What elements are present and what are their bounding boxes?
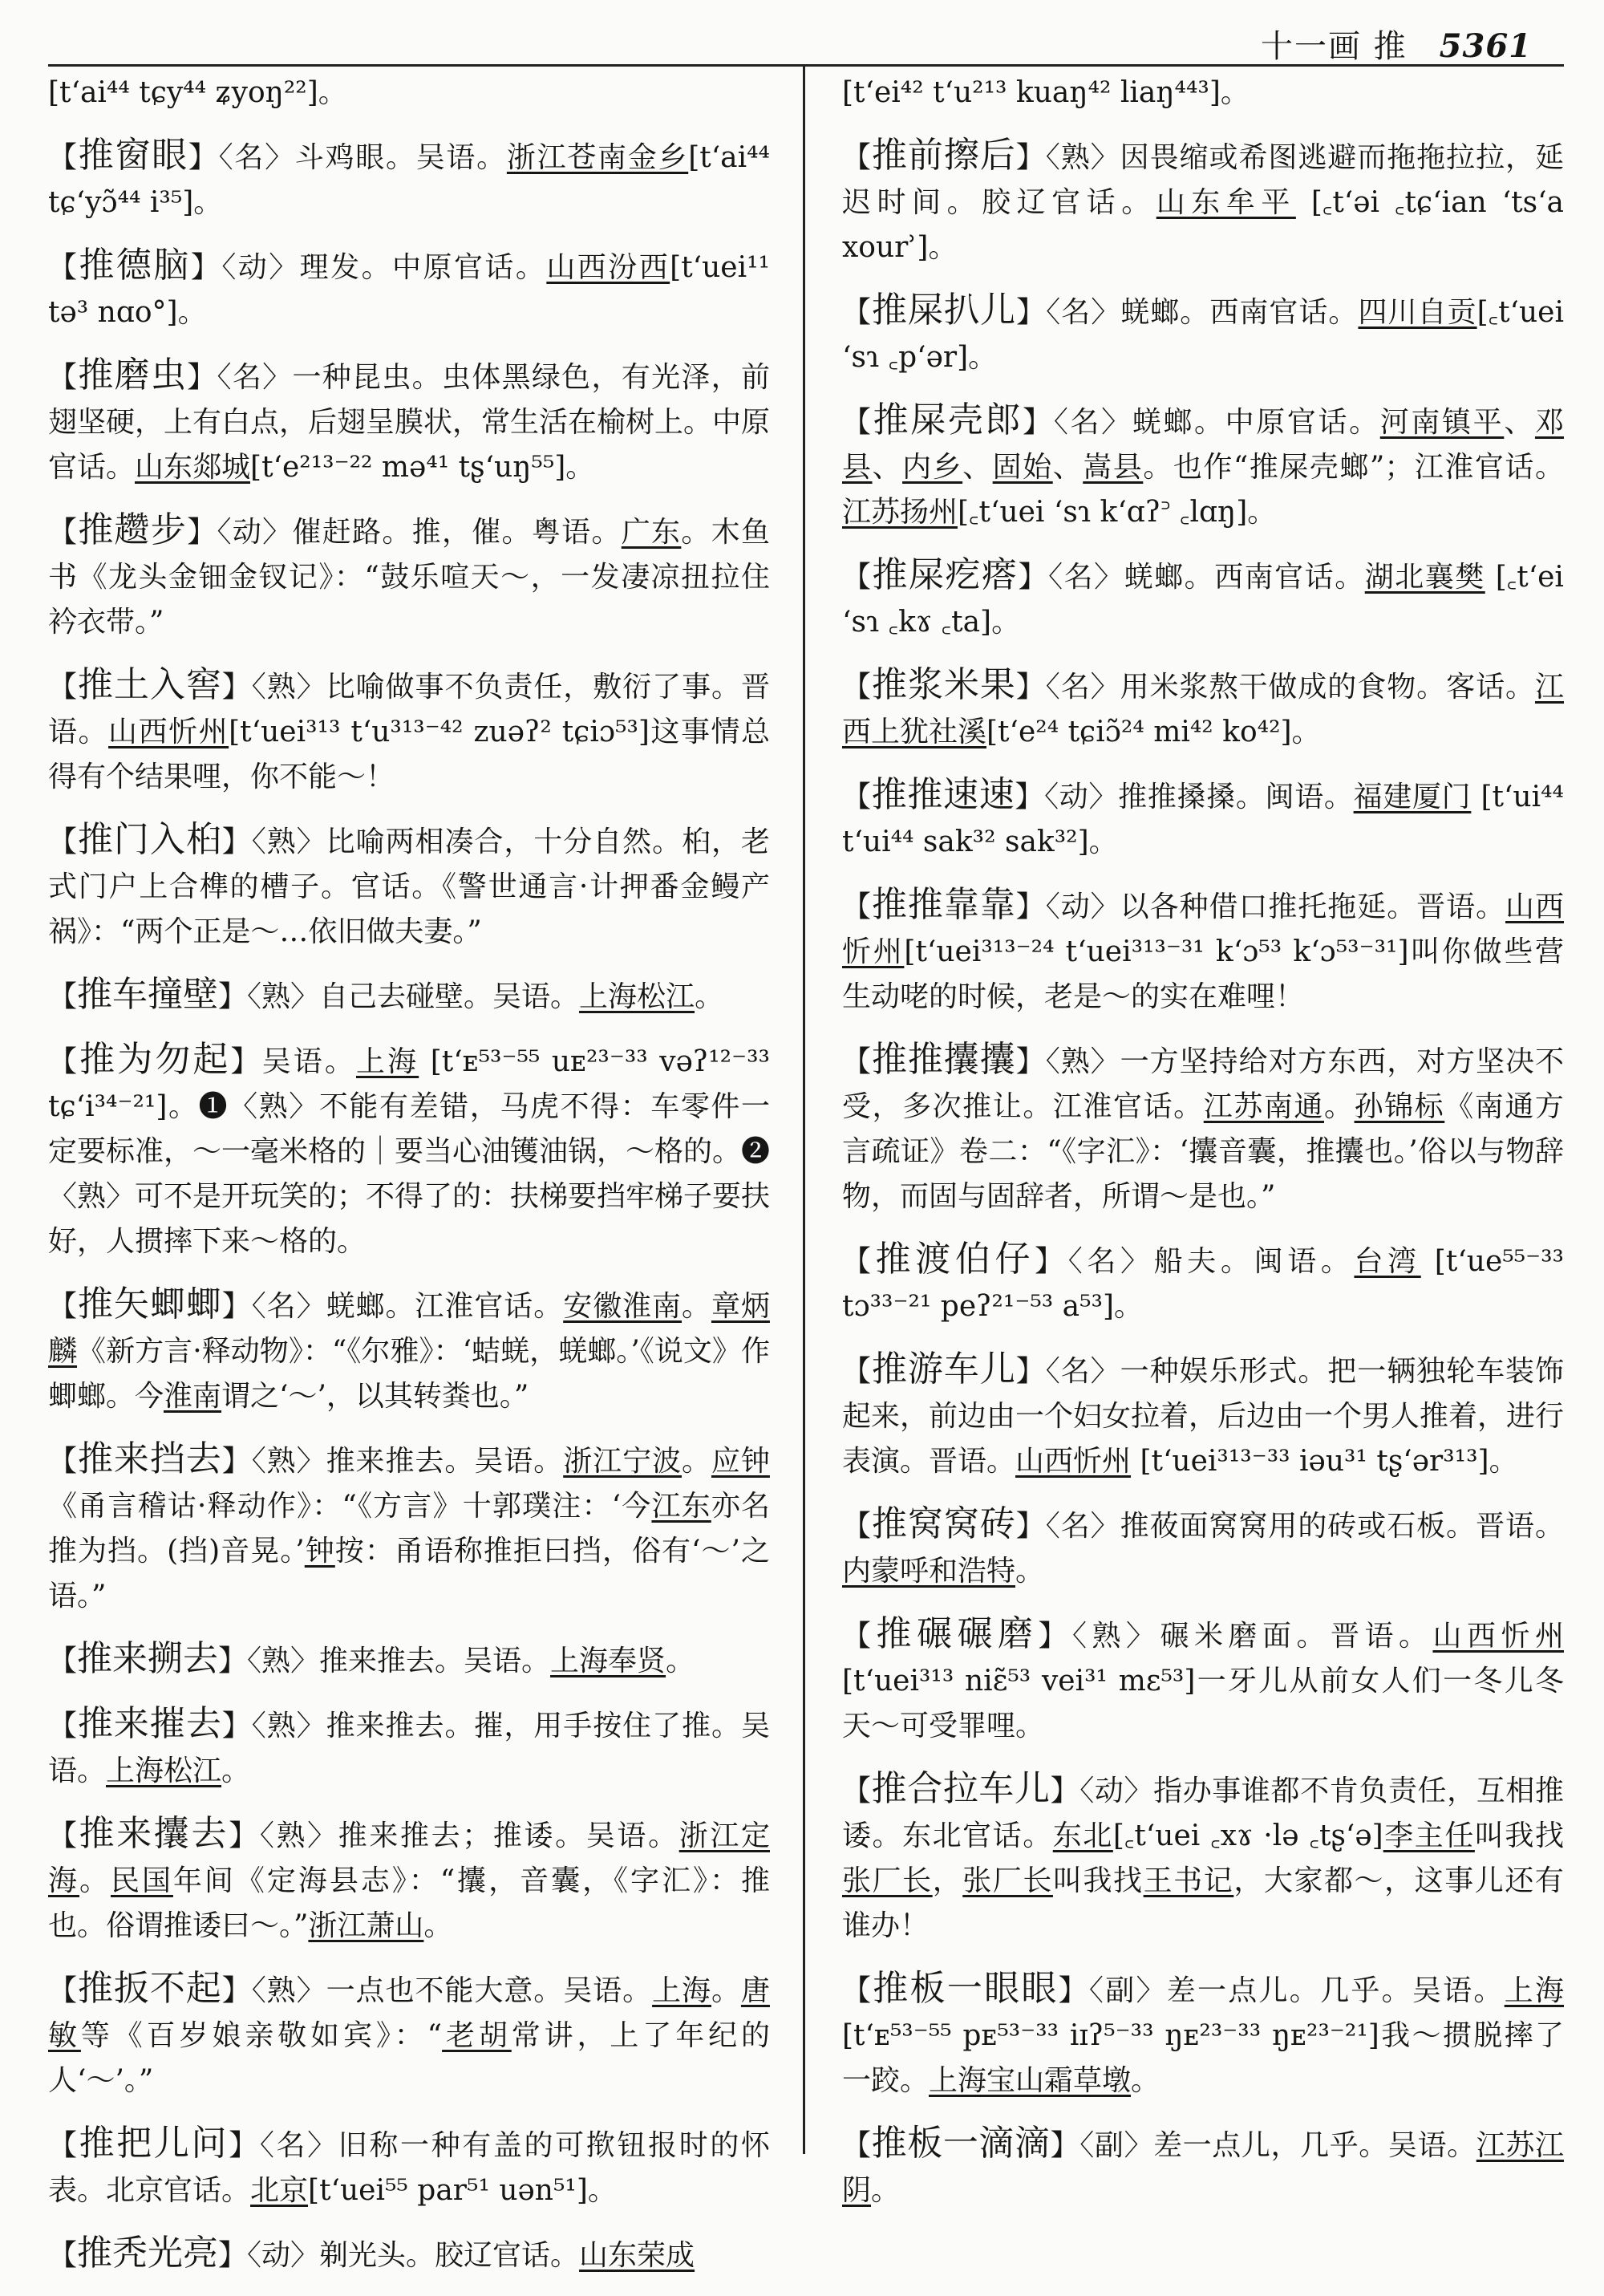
definition-text: 〈名〉一种昆虫。虫体黑绿色，有光泽，前翅坚硬，上有白点，后翅呈膜状，常生活在榆树上。中原官话。 bbox=[48, 361, 771, 484]
headword: 推把儿问 bbox=[79, 2123, 229, 2164]
definition-text: 〈名〉旧称一种有盖的可揿钮报时的怀表。北京官话。 bbox=[48, 2129, 770, 2207]
dictionary-entry: 【推来攮去】〈熟〉推来推去；推诿。吴语。浙江定海。民国年间《定海县志》：“攮，音囊，《字汇》：推也。俗谓推诿曰～。”浙江萧山。 bbox=[48, 1813, 770, 1942]
headword: 推板一眼眼 bbox=[873, 1968, 1059, 2009]
definition-text: 、 bbox=[1052, 451, 1084, 484]
headword: 推屎扒儿 bbox=[872, 290, 1017, 331]
place-name: 上海奉贤 bbox=[550, 1645, 666, 1677]
continuation-text: [tʻei⁴² tʻu²¹³ kuaŋ⁴² liaŋ⁴⁴³]。 bbox=[842, 76, 1250, 109]
headword: 推前擦后 bbox=[871, 135, 1016, 176]
dictionary-entry: 【推来摧去】〈熟〉推来推去。摧，用手按住了推。吴语。上海松江。 bbox=[48, 1703, 770, 1787]
definition-text: [tʻuei³¹³ niɛ̃⁵³ vei³¹ mɛ⁵³]一牙儿从前女人们一冬儿冬天～可受罪哩。 bbox=[842, 1665, 1564, 1742]
definition-text: 。也作“推屎壳螂”；江淮官话。 bbox=[1143, 451, 1564, 484]
place-name: 孙锦标 bbox=[1354, 1090, 1445, 1123]
definition-text: 〈名〉斗鸡眼。吴语。 bbox=[218, 141, 507, 174]
headword: 推车撞壁 bbox=[77, 974, 219, 1015]
dictionary-entry: 【推土入窖】〈熟〉比喻做事不负责任，敷衍了事。晋语。山西忻州[tʻuei³¹³ tʻu³¹³⁻⁴² zuəʔ² tɕiɔ⁵³]这事情总得有个结果哩，你不能～！ bbox=[48, 664, 770, 793]
dictionary-entry: 【推屎疙瘩】〈名〉蜣螂。西南官话。湖北襄樊 [꜀tʻei ʻsɿ ꜀kɤ ꜀ta]。 bbox=[842, 554, 1564, 639]
definition-text: [tʻuei⁵⁵ par⁵¹ uən⁵¹]。 bbox=[308, 2174, 617, 2207]
dictionary-entry: 【推窝窝砖】〈名〉推莜面窝窝用的砖或石板。晋语。内蒙呼和浩特。 bbox=[842, 1503, 1564, 1588]
definition-text: 。木鱼书《龙头金钿金钗记》：“鼓乐喧天～，一发凄凉扭拉住衿衣带。” bbox=[48, 516, 770, 639]
definition-text: 〈动〉指办事谁都不肯负责任，互相推诿。东北官话。 bbox=[842, 1775, 1564, 1852]
place-name: 钟 bbox=[304, 1535, 335, 1568]
definition-text: 〈熟〉一方坚持给对方东西，对方坚决不受，多次推让。江淮官话。 bbox=[842, 1045, 1564, 1123]
dictionary-entry: 【推合拉车儿】〈动〉指办事谁都不肯负责任，互相推诿。东北官话。东北[꜀tʻuei ꜀xɤ ·lə ꜀tʂʻə]李主任叫我找张厂长，张厂长叫我找王书记，大家都～，这事儿还有谁办！ bbox=[842, 1768, 1564, 1942]
page-header bbox=[48, 11, 1564, 65]
place-name: 上海 bbox=[1504, 1974, 1564, 2007]
headword: 推来搠去 bbox=[77, 1638, 219, 1679]
definition-text: ，大家都～，这事儿还有谁办！ bbox=[842, 1864, 1564, 1942]
headword: 推屎疙瘩 bbox=[872, 554, 1019, 595]
dictionary-entry: 【推浆米果】〈名〉用米浆熬干做成的食物。客话。江西上犹社溪[tʻe²⁴ tɕiɔ̃²⁴ mi⁴² ko⁴²]。 bbox=[842, 664, 1564, 748]
header-rule bbox=[48, 64, 1564, 67]
dictionary-entry: 【推秃光亮】〈动〉剃光头。胶辽官话。山东荣成 bbox=[48, 2233, 695, 2274]
definition-text: 《南通方言疏证》卷二：“《字汇》：‘攮音囊，推攮也。’俗以与物辞物，而固与固辞者，所谓～是也。” bbox=[842, 1090, 1564, 1213]
definition-text: 〈名〉蜣螂。江淮官话。 bbox=[251, 1290, 564, 1323]
dictionary-entry: 【推板一眼眼】〈副〉差一点儿。几乎。吴语。上海 [tʻᴇ⁵³⁻⁵⁵ pᴇ⁵³⁻³³ iɪʔ⁵⁻³³ ŋᴇ²³⁻³³ ŋᴇ²³⁻²¹]我～掼脱摔了一跤。上海宝山霜草墩。 bbox=[842, 1968, 1564, 2097]
place-name: 江苏扬州 bbox=[842, 496, 958, 529]
definition-text: 〈名〉船夫。闽语。 bbox=[1067, 1245, 1355, 1278]
definition-text: 叫我找 bbox=[1474, 1819, 1564, 1852]
dictionary-entry: 【推趱步】〈动〉催赶路。推，催。粤语。广东。木鱼书《龙头金钿金钗记》：“鼓乐喧天～，一发凄凉扭拉住衿衣带。” bbox=[48, 509, 770, 639]
definition-text: [꜀tʻuei ꜀xɤ ·lə ꜀tʂʻə] bbox=[1112, 1819, 1383, 1852]
left-column bbox=[48, 71, 770, 2296]
definition-text: 〈副〉差一点儿，几乎。吴语。 bbox=[1079, 2129, 1476, 2162]
definition-text: 。 bbox=[221, 1754, 251, 1787]
place-name: 浙江苍南金乡 bbox=[506, 141, 689, 174]
place-name: 张厂长 bbox=[842, 1864, 933, 1897]
headword: 推推靠靠 bbox=[871, 884, 1016, 925]
place-name: 上海宝山霜草墩 bbox=[929, 2064, 1132, 2097]
definition-text: 〈熟〉一点也不能大意。吴语。 bbox=[251, 1974, 653, 2007]
place-name: 王书记 bbox=[1143, 1864, 1234, 1897]
headword: 推门入桕 bbox=[77, 819, 222, 860]
place-name: 上海 bbox=[652, 1974, 711, 2007]
headword: 推来攮去 bbox=[79, 1813, 229, 1854]
headword: 推矢蝍蝍 bbox=[77, 1284, 222, 1324]
definition-text: 〈动〉推推搡搡。闽语。 bbox=[1044, 781, 1354, 813]
definition-text: [tʻuei³¹³ tʻu³¹³⁻⁴² zuəʔ² tɕiɔ⁵³]这事情总得有个结果哩，你不能～！ bbox=[48, 716, 770, 793]
place-name: 山东荣成 bbox=[579, 2239, 695, 2272]
definition-text: [tʻᴇ⁵³⁻⁵⁵ pᴇ⁵³⁻³³ iɪʔ⁵⁻³³ ŋᴇ²³⁻³³ ŋᴇ²³⁻²¹]我～掼脱摔了一跤。 bbox=[842, 2019, 1564, 2097]
headword: 推为勿起 bbox=[79, 1039, 231, 1080]
definition-text: 〈名〉蜣螂。中原官话。 bbox=[1053, 406, 1380, 439]
continuation-text: [tʻai⁴⁴ tɕy⁴⁴ ʑyoŋ²²]。 bbox=[48, 76, 347, 109]
dictionary-entry: 【推为勿起】吴语。上海 [tʻᴇ⁵³⁻⁵⁵ uᴇ²³⁻³³ vəʔ¹²⁻³³ tɕʻi³⁴⁻²¹]。❶〈熟〉不能有差错，马虎不得：车零件一定要标准，～一毫米格的｜要当心油镬油锅，～格的。❷〈熟〉可不是开玩笑的；不得了的：扶梯要挡牢梯子要扶好，人掼摔下来～格的。 bbox=[48, 1039, 771, 1258]
place-name: 江西上犹社溪 bbox=[842, 671, 1564, 748]
place-name: 上海 bbox=[355, 1045, 419, 1078]
place-name: 江苏南通 bbox=[1203, 1090, 1324, 1123]
dictionary-entry: 【推碾碾磨】〈熟〉碾米磨面。晋语。山西忻州[tʻuei³¹³ niɛ̃⁵³ vei³¹ mɛ⁵³]一牙儿从前女人们一冬儿冬天～可受罪哩。 bbox=[842, 1613, 1564, 1742]
place-name: 湖北襄樊 bbox=[1364, 561, 1485, 594]
definition-text: ， bbox=[932, 1864, 963, 1897]
definition-text: [tʻuei³¹³⁻³³ iəu³¹ tʂʻər³¹³]。 bbox=[1131, 1445, 1518, 1478]
place-name: 江东 bbox=[651, 1490, 711, 1523]
headword: 推游车儿 bbox=[871, 1349, 1016, 1389]
definition-text: 《甬言稽诂·释动作》：“《方言》十郭璞注：‘今 bbox=[48, 1490, 652, 1523]
place-name: 广东 bbox=[621, 516, 682, 549]
headword: 推屎壳郎 bbox=[873, 400, 1023, 440]
headword: 推合拉车儿 bbox=[871, 1768, 1051, 1809]
definition-text: [tʻᴇ⁵³⁻⁵⁵ uᴇ²³⁻³³ vəʔ¹²⁻³³ tɕʻi³⁴⁻²¹]。❶〈熟〉不能有差错，马虎不得：车零件一定要标准，～一毫米格的｜要当心油镬油锅，～格的。❷〈熟〉可不是开玩笑的；不得了的：扶梯要挡牢梯子要扶好，人掼摔下来～格的。 bbox=[48, 1045, 771, 1258]
dictionary-entry: 【推游车儿】〈名〉一种娱乐形式。把一辆独轮车装饰起来，前边由一个妇女拉着，后边由一个男人推着，进行表演。晋语。山西忻州 [tʻuei³¹³⁻³³ iəu³¹ tʂʻər³¹³]。 bbox=[842, 1349, 1565, 1478]
definition-text: [tʻe²⁴ tɕiɔ̃²⁴ mi⁴² ko⁴²]。 bbox=[986, 716, 1321, 748]
place-name: 唐敏 bbox=[48, 1974, 770, 2052]
definition-text: 〈名〉推莜面窝窝用的砖或石板。晋语。 bbox=[1045, 1510, 1564, 1543]
place-name: 李主任 bbox=[1383, 1819, 1475, 1852]
place-name: 内蒙呼和浩特 bbox=[842, 1555, 1016, 1588]
definition-text: 。 bbox=[79, 1864, 111, 1897]
dictionary-entry: 【推把儿问】〈名〉旧称一种有盖的可揿钮报时的怀表。北京官话。北京[tʻuei⁵⁵ par⁵¹ uən⁵¹]。 bbox=[48, 2123, 770, 2207]
definition-text: 〈名〉蜣螂。西南官话。 bbox=[1048, 561, 1365, 594]
definition-text: [tʻui⁴⁴ tʻui⁴⁴ sak³² sak³²]。 bbox=[842, 781, 1564, 858]
definition-text: 按：甬语称推拒曰挡，俗有‘～’之语。” bbox=[48, 1535, 770, 1612]
definition-text: 、 bbox=[1504, 406, 1535, 439]
place-name: 民国 bbox=[110, 1864, 173, 1897]
place-name: 山东牟平 bbox=[1156, 186, 1296, 219]
headword: 推来挡去 bbox=[77, 1438, 222, 1479]
definition-text: 〈名〉一种娱乐形式。把一辆独轮车装饰起来，前边由一个妇女拉着，后边由一个男人推着，进行表演。晋语。 bbox=[842, 1355, 1565, 1478]
definition-text: 〈熟〉推来推去；推诿。吴语。 bbox=[259, 1819, 679, 1852]
headword: 推推速速 bbox=[871, 774, 1015, 815]
definition-text: 。 bbox=[423, 1909, 453, 1942]
definition-text: 。 bbox=[695, 980, 724, 1013]
headword: 推窝窝砖 bbox=[871, 1503, 1016, 1544]
place-name: 上海松江 bbox=[579, 980, 695, 1013]
definition-text: 〈动〉催赶路。推，催。粤语。 bbox=[217, 516, 622, 549]
definition-text: [tʻe²¹³⁻²² mə⁴¹ tʂʻuŋ⁵⁵]。 bbox=[250, 451, 595, 484]
dictionary-entry: 【推推攮攮】〈熟〉一方坚持给对方东西，对方坚决不受，多次推让。江淮官话。江苏南通。孙锦标《南通方言疏证》卷二：“《字汇》：‘攮音囊，推攮也。’俗以与物辞物，而固与固辞者，所谓～是也。” bbox=[842, 1039, 1564, 1213]
dictionary-entry: 【推车撞壁】〈熟〉自己去碰壁。吴语。上海松江。 bbox=[48, 974, 724, 1015]
place-name: 东北 bbox=[1052, 1819, 1113, 1852]
definition-text: 〈熟〉推来推去。摧，用手按住了推。吴语。 bbox=[48, 1710, 770, 1787]
definition-text: 〈动〉剃光头。胶辽官话。 bbox=[247, 2239, 580, 2272]
page-number: 5361 bbox=[1439, 27, 1532, 65]
headword: 推扳不起 bbox=[77, 1968, 222, 2009]
definition-text: 谓之‘～’，以其转粪也。” bbox=[221, 1380, 529, 1413]
dictionary-entry: 【推磨虫】〈名〉一种昆虫。虫体黑绿色，有光泽，前翅坚硬，上有白点，后翅呈膜状，常生活在榆树上。中原官话。山东郯城[tʻe²¹³⁻²² mə⁴¹ tʂʻuŋ⁵⁵]。 bbox=[48, 355, 771, 484]
place-name: 淮南 bbox=[164, 1380, 222, 1413]
dictionary-entry: 【推屎壳郎】〈名〉蜣螂。中原官话。河南镇平、邓县、内乡、固始、嵩县。也作“推屎壳螂”；江淮官话。江苏扬州[꜀tʻuei ʻsɿ kʻɑʔ꜄ ꜀lɑŋ]。 bbox=[842, 400, 1564, 529]
right-column bbox=[842, 71, 1564, 2231]
definition-text: [tʻuei¹¹ tə³ nɑo°]。 bbox=[48, 251, 770, 329]
dictionary-entry: 【推门入桕】〈熟〉比喻两相凑合，十分自然。桕，老式门户上合榫的槽子。官话。《警世通言·计押番金鳗产祸》：“两个正是～…依旧做夫妻。” bbox=[48, 819, 770, 948]
definition-text: [꜀tʻei ʻsɿ ꜀kɤ ꜀ta]。 bbox=[842, 561, 1564, 639]
place-name: 山东郯城 bbox=[135, 451, 251, 484]
place-name: 嵩县 bbox=[1083, 451, 1144, 484]
definition-text: 。 bbox=[666, 1645, 695, 1677]
place-name: 老胡 bbox=[442, 2019, 512, 2052]
place-name: 山西忻州 bbox=[1015, 1445, 1132, 1478]
definition-text: 常讲，上了年纪的人‘～’。” bbox=[48, 2019, 770, 2097]
place-name: 浙江定海 bbox=[48, 1819, 770, 1897]
dictionary-entry: 【推屎扒儿】〈名〉蜣螂。西南官话。四川自贡[꜀tʻuei ʻsɿ ꜀pʻər]。 bbox=[842, 290, 1564, 374]
dictionary-entry: 【推前擦后】〈熟〉因畏缩或希图逃避而拖拖拉拉，延迟时间。胶辽官话。山东牟平 [꜀tʻəi ꜀tɕʻian ʻtsʻa xourʾ]。 bbox=[842, 135, 1564, 264]
definition-text: 《新方言·释动物》：“《尔雅》：‘蛣蜣，蜣螂。’《说文》作蝍螂。今 bbox=[48, 1335, 770, 1413]
place-name: 浙江萧山 bbox=[308, 1909, 424, 1942]
definition-text: 。 bbox=[682, 1290, 711, 1323]
dictionary-entry: 【推矢蝍蝍】〈名〉蜣螂。江淮官话。安徽淮南。章炳麟《新方言·释动物》：“《尔雅》：‘蛣蜣，蜣螂。’《说文》作蝍螂。今淮南谓之‘～’，以其转粪也。” bbox=[48, 1284, 770, 1413]
definition-text: 、 bbox=[872, 451, 903, 484]
place-name: 北京 bbox=[250, 2174, 309, 2207]
definition-text: [tʻuei³¹³⁻²⁴ tʻuei³¹³⁻³¹ kʻɔ⁵³ kʻɔ⁵³⁻³¹]叫你做些营生动咾的时候，老是～的实在难哩！ bbox=[842, 935, 1564, 1013]
headword: 推德脑 bbox=[79, 245, 191, 286]
headword: 推推攮攮 bbox=[871, 1039, 1016, 1080]
place-name: 山西汾西 bbox=[546, 251, 670, 284]
place-name: 固始 bbox=[992, 451, 1053, 484]
place-name: 福建厦门 bbox=[1353, 781, 1472, 813]
place-name: 河南镇平 bbox=[1379, 406, 1505, 439]
dictionary-entry: 【推德脑】〈动〉理发。中原官话。山西汾西[tʻuei¹¹ tə³ nɑo°]。 bbox=[48, 245, 770, 329]
dictionary-entry: 【推窗眼】〈名〉斗鸡眼。吴语。浙江苍南金乡[tʻai⁴⁴ tɕʻyɔ̃⁴⁴ i³⁵]。 bbox=[48, 135, 770, 219]
definition-text: 〈熟〉因畏缩或希图逃避而拖拖拉拉，延迟时间。胶辽官话。 bbox=[842, 141, 1564, 219]
headword: 推渡伯仔 bbox=[875, 1239, 1035, 1280]
headword: 推趱步 bbox=[78, 509, 188, 550]
dictionary-entry: 【推扳不起】〈熟〉一点也不能大意。吴语。上海。唐敏等《百岁娘亲敬如宾》：“老胡常讲，上了年纪的人‘～’。” bbox=[48, 1968, 770, 2097]
headword: 推浆米果 bbox=[871, 664, 1016, 705]
place-name: 四川自贡 bbox=[1358, 296, 1477, 329]
definition-text: 、 bbox=[962, 451, 993, 484]
place-name: 山西忻州 bbox=[108, 716, 229, 748]
definition-text: 〈熟〉比喻做事不负责任，敷衍了事。晋语。 bbox=[48, 671, 770, 748]
place-name: 浙江宁波 bbox=[563, 1445, 683, 1478]
place-name: 安徽淮南 bbox=[563, 1290, 683, 1323]
headword: 推土入窖 bbox=[77, 664, 222, 705]
dictionary-entry: 【推渡伯仔】〈名〉船夫。闽语。台湾 [tʻue⁵⁵⁻³³ tɔ³³⁻²¹ peʔ²¹⁻⁵³ a⁵³]。 bbox=[842, 1239, 1564, 1323]
definition-text: [꜀tʻəi ꜀tɕʻian ʻtsʻa xourʾ]。 bbox=[842, 186, 1564, 264]
definition-text: 。 bbox=[711, 1974, 741, 2007]
definition-text: 〈熟〉碾米磨面。晋语。 bbox=[1072, 1620, 1433, 1653]
headword: 推窗眼 bbox=[78, 135, 188, 176]
headword: 推来摧去 bbox=[77, 1703, 222, 1744]
definition-text: 〈熟〉推来推去。吴语。 bbox=[247, 1645, 551, 1677]
definition-text: 。 bbox=[1015, 1555, 1045, 1588]
place-name: 章炳麟 bbox=[48, 1290, 770, 1368]
definition-text: 〈熟〉推来推去。吴语。 bbox=[251, 1445, 564, 1478]
definition-text: 。 bbox=[871, 2174, 901, 2207]
place-name: 上海松江 bbox=[106, 1754, 222, 1787]
section-label: 十一画 推 bbox=[1260, 28, 1408, 65]
headword: 推秃光亮 bbox=[77, 2233, 219, 2274]
dictionary-entry: 【推来搠去】〈熟〉推来推去。吴语。上海奉贤。 bbox=[48, 1638, 695, 1679]
definition-text: 。 bbox=[1324, 1090, 1355, 1123]
headword: 推碾碾磨 bbox=[876, 1613, 1039, 1654]
place-name: 内乡 bbox=[902, 451, 963, 484]
definition-text: 〈名〉蜣螂。西南官话。 bbox=[1046, 296, 1359, 329]
place-name: 邓县 bbox=[842, 406, 1564, 484]
definition-text: 〈副〉差一点儿。几乎。吴语。 bbox=[1088, 1974, 1505, 2007]
definition-text: 叫我找 bbox=[1052, 1864, 1144, 1897]
place-name: 山西忻州 bbox=[842, 890, 1564, 968]
definition-text: 等《百岁娘亲敬如宾》：“ bbox=[80, 2019, 443, 2052]
definition-text: 。 bbox=[1131, 2064, 1160, 2097]
headword: 推板一滴滴 bbox=[871, 2123, 1051, 2164]
definition-text: 〈动〉以各种借口推托拖延。晋语。 bbox=[1045, 890, 1506, 923]
definition-text: [tʻai⁴⁴ tɕʻyɔ̃⁴⁴ i³⁵]。 bbox=[48, 141, 770, 219]
definition-text: 〈熟〉自己去碰壁。吴语。 bbox=[247, 980, 580, 1013]
headword: 推磨虫 bbox=[78, 355, 188, 396]
place-name: 台湾 bbox=[1354, 1245, 1421, 1278]
dictionary-entry: 【推推速速】〈动〉推推搡搡。闽语。福建厦门 [tʻui⁴⁴ tʻui⁴⁴ sak³² sak³²]。 bbox=[842, 774, 1564, 858]
place-name: 江苏江阴 bbox=[842, 2129, 1564, 2207]
definition-text: 〈动〉理发。中原官话。 bbox=[221, 251, 547, 284]
definition-text: [tʻue⁵⁵⁻³³ tɔ³³⁻²¹ peʔ²¹⁻⁵³ a⁵³]。 bbox=[842, 1245, 1564, 1323]
place-name: 应钟 bbox=[711, 1445, 770, 1478]
dictionary-entry: 【推板一滴滴】〈副〉差一点儿，几乎。吴语。江苏江阴。 bbox=[842, 2123, 1564, 2207]
column-divider bbox=[803, 64, 805, 2154]
definition-text: 〈熟〉比喻两相凑合，十分自然。桕，老式门户上合榫的槽子。官话。《警世通言·计押番金鳗产祸》：“两个正是～…依旧做夫妻。” bbox=[48, 826, 770, 948]
place-name: 山西忻州 bbox=[1432, 1620, 1564, 1653]
definition-text: [꜀tʻuei ʻsɿ kʻɑʔ꜄ ꜀lɑŋ]。 bbox=[958, 496, 1277, 529]
definition-text: 亦名推为挡。(挡)音晃。’ bbox=[48, 1490, 770, 1568]
place-name: 张厂长 bbox=[962, 1864, 1053, 1897]
definition-text: 年间《定海县志》：“攮，音囊，《字汇》：推也。俗谓推诿曰～。” bbox=[48, 1864, 770, 1942]
definition-text: 〈名〉用米浆熬干做成的食物。客话。 bbox=[1045, 671, 1535, 704]
dictionary-entry: 【推来挡去】〈熟〉推来推去。吴语。浙江宁波。应钟《甬言稽诂·释动作》：“《方言》十郭璞注：‘今江东亦名推为挡。(挡)音晃。’钟按：甬语称推拒曰挡，俗有‘～’之语。” bbox=[48, 1438, 770, 1612]
dictionary-entry: 【推推靠靠】〈动〉以各种借口推托拖延。晋语。山西忻州[tʻuei³¹³⁻²⁴ tʻuei³¹³⁻³¹ kʻɔ⁵³ kʻɔ⁵³⁻³¹]叫你做些营生动咾的时候，老是～的实在难哩！ bbox=[842, 884, 1564, 1013]
definition-text: 吴语。 bbox=[261, 1045, 356, 1078]
definition-text: 。 bbox=[682, 1445, 711, 1478]
definition-text: [꜀tʻuei ʻsɿ ꜀pʻər]。 bbox=[842, 296, 1564, 374]
